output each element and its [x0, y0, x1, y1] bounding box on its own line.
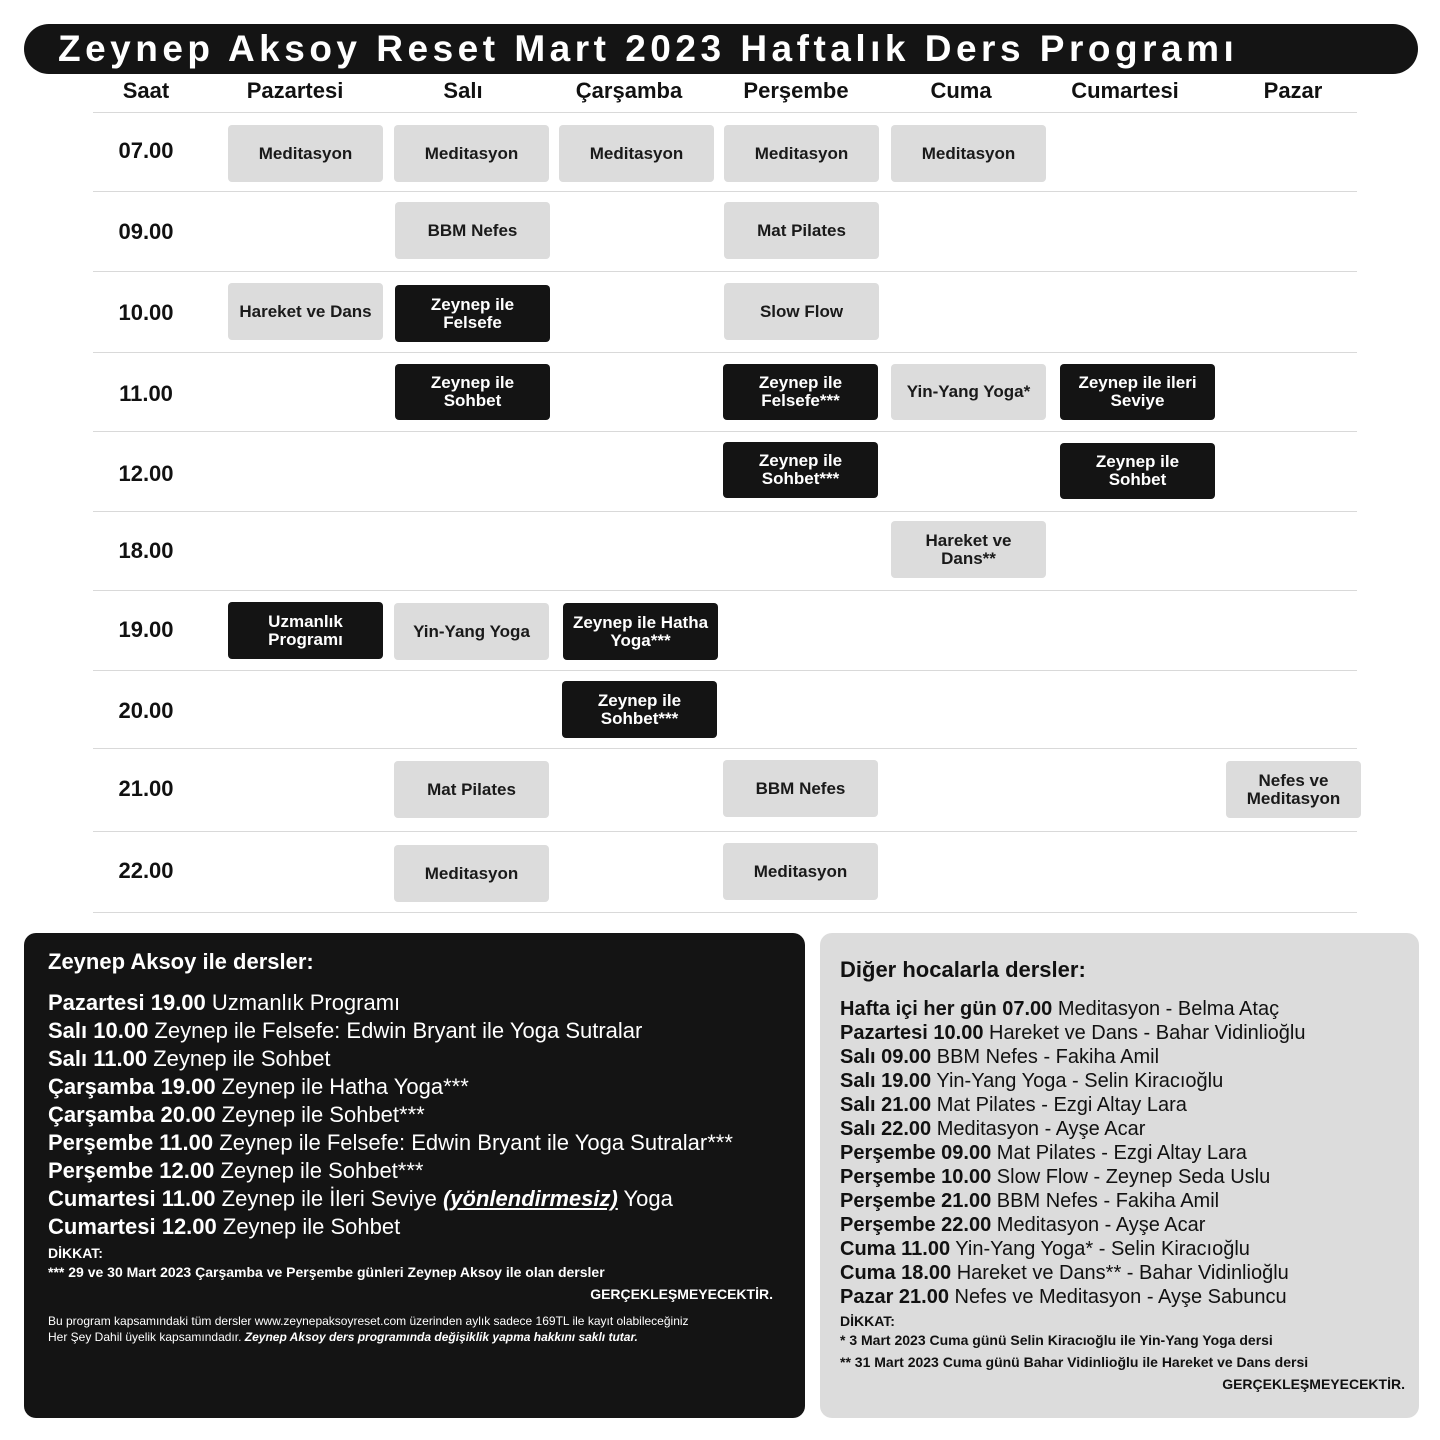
class-cell: Yin-Yang Yoga* [891, 364, 1046, 420]
list-item: Perşembe 22.00 Meditasyon - Ayşe Acar [840, 1214, 1206, 1236]
header-pazartesi: Pazartesi [246, 78, 344, 103]
row-divider [93, 831, 1357, 832]
list-item: Salı 19.00 Yin-Yang Yoga - Selin Kiracıoğlu [840, 1070, 1224, 1092]
time-label: 11.00 [119, 381, 173, 406]
list-item: Pazartesi 19.00 Uzmanlık Programı [48, 990, 401, 1015]
row-divider [93, 271, 1357, 272]
other-panel-title: Diğer hocalarla dersler: [840, 957, 1086, 982]
class-cell: Hareket ve Dans [228, 283, 383, 340]
zeynep-classes-panel [24, 933, 805, 1418]
time-label: 10.00 [118, 300, 174, 325]
list-item: Perşembe 09.00 Mat Pilates - Ezgi Altay Lara [840, 1142, 1247, 1164]
list-item: Salı 22.00 Meditasyon - Ayşe Acar [840, 1118, 1146, 1140]
header-cuma: Cuma [930, 78, 992, 103]
class-cell: Mat Pilates [394, 761, 549, 818]
class-cell: BBM Nefes [395, 202, 550, 259]
zeynep-panel-title: Zeynep Aksoy ile dersler: [48, 949, 314, 974]
other-classes-panel [820, 933, 1419, 1418]
zeynep-note: *** 29 ve 30 Mart 2023 Çarşamba ve Perşembe günleri Zeynep Aksoy ile olan dersler [48, 1264, 605, 1280]
time-label: 18.00 [118, 538, 174, 563]
row-divider [93, 191, 1357, 192]
row-divider [93, 511, 1357, 512]
list-item: Perşembe 21.00 BBM Nefes - Fakiha Amil [840, 1190, 1220, 1212]
row-divider [93, 352, 1357, 353]
other-note: * 3 Mart 2023 Cuma günü Selin Kiracıoğlu ile Yin-Yang Yoga dersi [840, 1332, 1273, 1348]
class-cell: Zeynep ile Sohbet [1060, 443, 1215, 499]
fine-print: Bu program kapsamındaki tüm dersler www.zeynepaksoyreset.com üzerinden aylık sadece 169TL ile kayıt olabileceğiniz Her Şey Dahil üyelik kapsamındadır. Zeynep Aksoy ders programında değişiklik yapma hakkını saklı tutar. [48, 1314, 689, 1344]
dikkat-heading: DİKKAT: [48, 1245, 103, 1261]
class-cell: Meditasyon [228, 125, 383, 182]
page-title: Zeynep Aksoy Reset Mart 2023 Haftalık Ders Programı [24, 24, 1418, 74]
time-label: 22.00 [118, 858, 174, 883]
list-item: Pazar 21.00 Nefes ve Meditasyon - Ayşe Sabuncu [840, 1286, 1287, 1308]
header-saat: Saat [122, 78, 170, 103]
class-cell: Yin-Yang Yoga [394, 603, 549, 660]
list-item: Perşembe 12.00 Zeynep ile Sohbet*** [48, 1158, 424, 1183]
class-cell: Zeynep ile Sohbet*** [562, 681, 717, 738]
list-item: Çarşamba 19.00 Zeynep ile Hatha Yoga*** [48, 1074, 469, 1099]
class-cell: Meditasyon [723, 843, 878, 900]
row-divider [93, 670, 1357, 671]
row-divider [93, 590, 1357, 591]
class-cell: BBM Nefes [723, 760, 878, 817]
list-item: Salı 09.00 BBM Nefes - Fakiha Amil [840, 1046, 1160, 1068]
time-label: 20.00 [118, 698, 174, 723]
list-item: Perşembe 10.00 Slow Flow - Zeynep Seda Uslu [840, 1166, 1271, 1188]
class-cell: Zeynep ile ileri Seviye [1060, 364, 1215, 420]
list-item: Salı 10.00 Zeynep ile Felsefe: Edwin Bryant ile Yoga Sutralar [48, 1018, 643, 1043]
list-item: Çarşamba 20.00 Zeynep ile Sohbet*** [48, 1102, 425, 1127]
class-cell: Nefes ve Meditasyon [1226, 761, 1361, 818]
class-cell: Meditasyon [394, 125, 549, 182]
class-cell: Meditasyon [559, 125, 714, 182]
header-cumartesi: Cumartesi [1071, 78, 1179, 103]
row-divider [93, 748, 1357, 749]
class-cell: Meditasyon [891, 125, 1046, 182]
class-cell: Zeynep ile Felsefe*** [723, 364, 878, 420]
class-cell: Mat Pilates [724, 202, 879, 259]
yonlendirmesiz-label: (yönlendirmesiz) [442, 1186, 618, 1211]
list-item: Cumartesi 11.00 Zeynep ile İleri Seviye (yönlendirmesiz) Yoga [48, 1186, 673, 1211]
list-item: Salı 21.00 Mat Pilates - Ezgi Altay Lara [840, 1094, 1187, 1116]
row-divider [93, 431, 1357, 432]
class-cell: Zeynep ile Felsefe [395, 285, 550, 342]
row-divider [93, 912, 1357, 913]
class-cell: Meditasyon [724, 125, 879, 182]
other-note: ** 31 Mart 2023 Cuma günü Bahar Vidinlioğlu ile Hareket ve Dans dersi [840, 1354, 1309, 1370]
list-item: Hafta içi her gün 07.00 Meditasyon - Belma Ataç [840, 998, 1280, 1020]
header-pazar: Pazar [1263, 78, 1323, 103]
class-cell: Uzmanlık Programı [228, 602, 383, 659]
time-label: 21.00 [118, 776, 174, 801]
class-cell: Hareket ve Dans** [891, 521, 1046, 578]
time-label: 19.00 [118, 617, 174, 642]
zeynep-note-end: GERÇEKLEŞMEYECEKTİR. [590, 1286, 773, 1302]
class-cell: Zeynep ile Sohbet [395, 364, 550, 420]
header-carsamba: Çarşamba [575, 78, 683, 103]
class-cell: Meditasyon [394, 845, 549, 902]
list-item: Cuma 11.00 Yin-Yang Yoga* - Selin Kiracıoğlu [840, 1238, 1250, 1260]
list-item: Pazartesi 10.00 Hareket ve Dans - Bahar Vidinlioğlu [840, 1022, 1306, 1044]
header-sali: Salı [443, 78, 483, 103]
dikkat-heading: DİKKAT: [840, 1313, 895, 1329]
class-cell: Zeynep ile Sohbet*** [723, 442, 878, 498]
class-cell: Zeynep ile Hatha Yoga*** [563, 603, 718, 660]
header-persembe: Perşembe [743, 78, 849, 103]
list-item: Cumartesi 12.00 Zeynep ile Sohbet [48, 1214, 401, 1239]
other-note-end: GERÇEKLEŞMEYECEKTİR. [1222, 1376, 1405, 1392]
list-item: Salı 11.00 Zeynep ile Sohbet [48, 1046, 331, 1071]
time-label: 09.00 [118, 219, 174, 244]
class-cell: Slow Flow [724, 283, 879, 340]
row-divider [93, 112, 1357, 113]
time-label: 12.00 [118, 461, 174, 486]
time-label: 07.00 [118, 138, 174, 163]
list-item: Cuma 18.00 Hareket ve Dans** - Bahar Vidinlioğlu [840, 1262, 1289, 1284]
list-item: Perşembe 11.00 Zeynep ile Felsefe: Edwin Bryant ile Yoga Sutralar*** [48, 1130, 733, 1155]
